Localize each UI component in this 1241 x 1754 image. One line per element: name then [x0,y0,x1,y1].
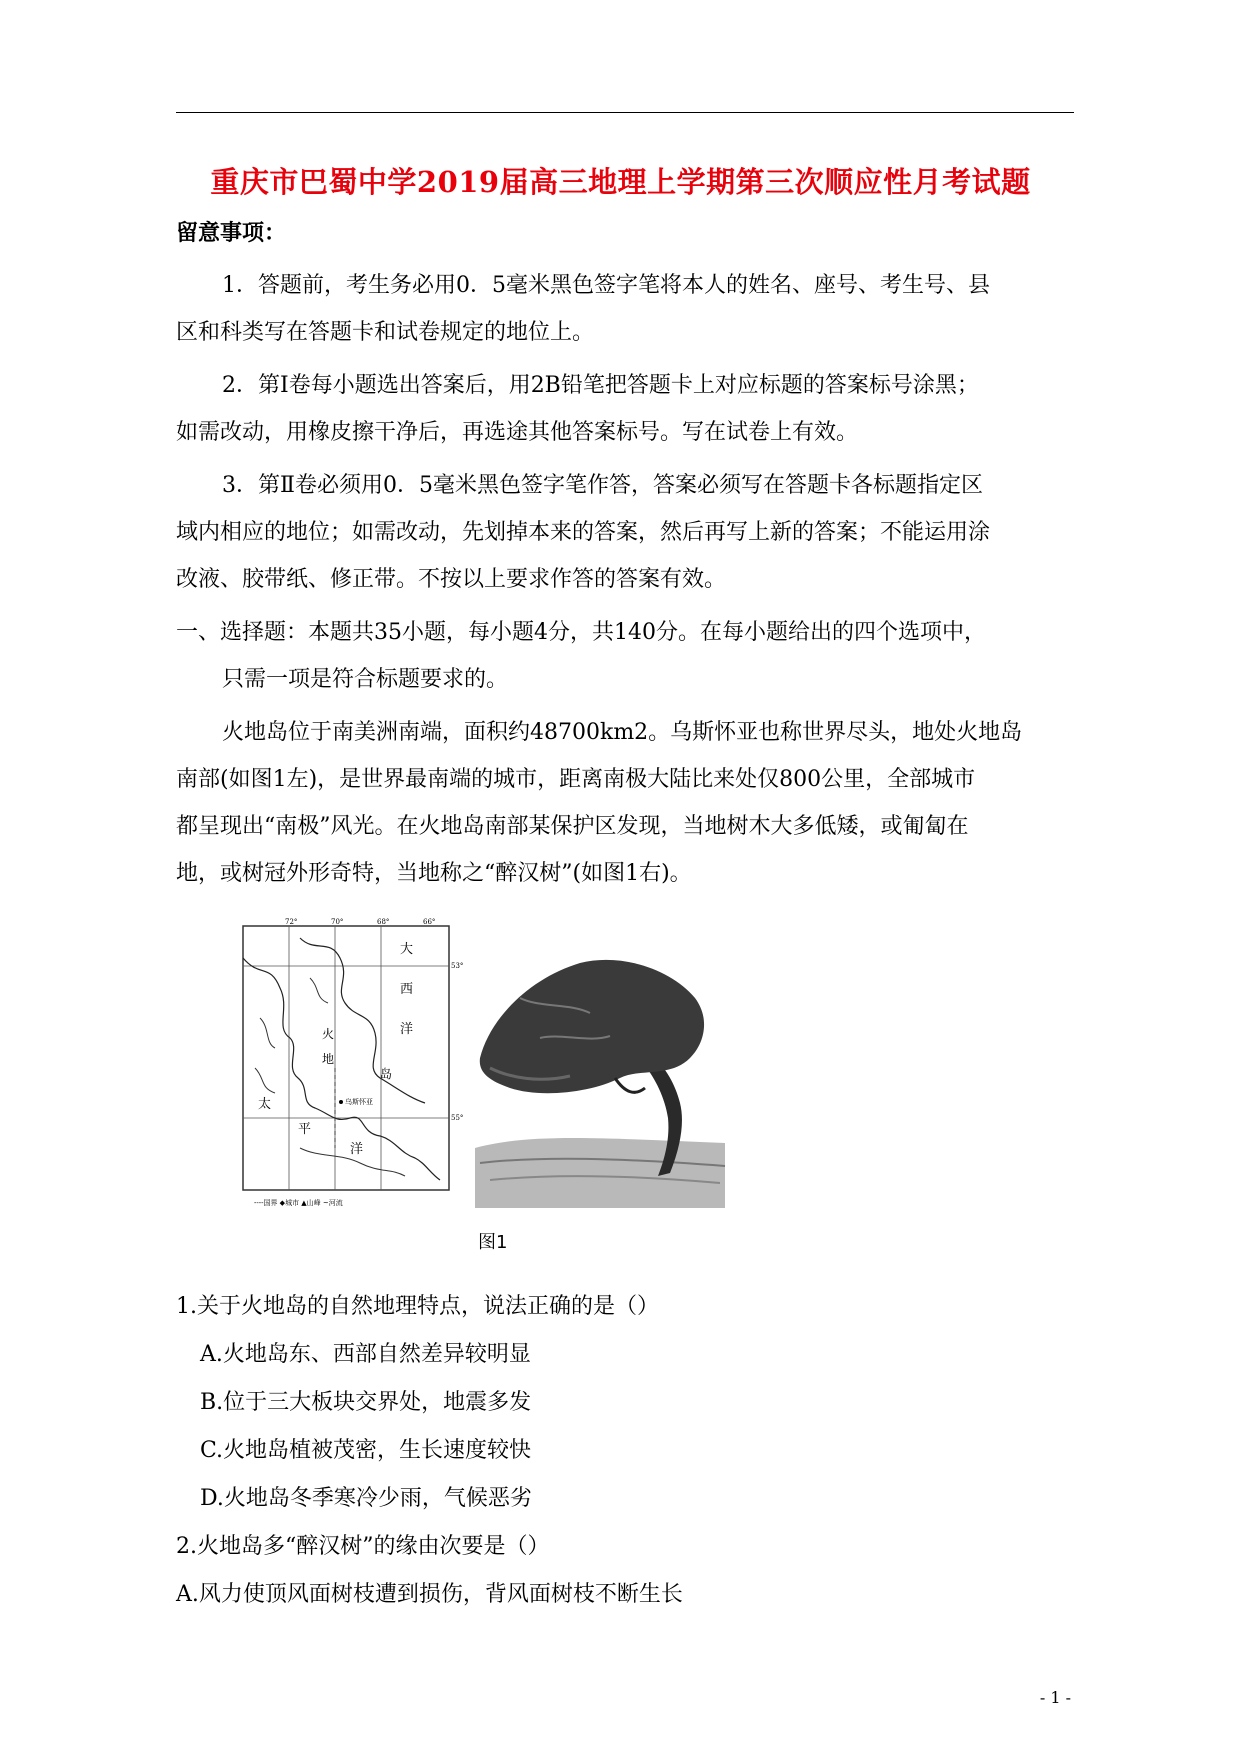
q2-option-a: A.风力使顶风面树枝遭到损伤，背风面树枝不断生长 [176,1582,683,1607]
map-atlantic-char: 西 [400,982,414,997]
page-title: 重庆市巴蜀中学2019届高三地理上学期第三次顺应性月考试题 [210,165,1031,199]
q1-option-d: D.火地岛冬季寒冷少雨，气候恶劣 [200,1486,532,1511]
map-island-char: 岛 [380,1067,393,1081]
passage-line-3: 都呈现出“南极”风光。在火地岛南部某保护区发现，当地树木大多低矮，或匍匐在 [176,814,969,839]
map-pacific-char: 太 [258,1097,272,1112]
map-city-label: 乌斯怀亚 [345,1098,373,1106]
map-legend: ----国界 ◆城市 ▲山峰 ~河流 [254,1199,343,1207]
city-marker-icon [339,1100,343,1104]
figure-1-caption: 图1 [478,1232,508,1253]
passage-line-2: 南部(如图1左)，是世界最南端的城市，距离南极大陆比来处仅800公里，全部城市 [176,767,976,792]
note-3-line-1: 3．第Ⅱ卷必须用0．5毫米黑色签字笔作答，答案必须写在答题卡各标题指定区 [222,473,983,498]
map-pacific-char: 平 [298,1122,312,1137]
note-1-line-1: 1．答题前，考生务必用0．5毫米黑色签字笔将本人的姓名、座号、考生号、县 [222,273,990,298]
section-1-line-1: 一、选择题：本题共35小题，每小题4分，共140分。在每小题给出的四个选项中， [176,620,986,645]
q1-option-b: B.位于三大板块交界处，地震多发 [200,1390,532,1415]
note-2-line-2: 如需改动，用橡皮擦干净后，再选途其他答案标号。写在试卷上有效。 [176,420,859,445]
header-rule [176,112,1074,113]
map-atlantic-char: 洋 [400,1022,414,1037]
map-lon-label: 68° [377,918,390,926]
q1-option-c: C.火地岛植被茂密，生长速度较快 [200,1438,532,1463]
map-lon-label: 72° [285,918,298,926]
note-3-line-3: 改液、胶带纸、修正带。不按以上要求作答的答案有效。 [176,567,727,592]
map-lat-label: 55° [451,1114,464,1122]
map-lon-label: 70° [331,918,344,926]
passage-line-4: 地，或树冠外形奇特，当地称之“醉汉树”(如图1右)。 [176,861,692,886]
q2-stem: 2.火地岛多“醉汉树”的缘由次要是（） [176,1534,550,1559]
note-3-line-2: 域内相应的地位；如需改动，先划掉本来的答案，然后再写上新的答案；不能运用涂 [176,520,991,545]
figure-1-graphic [240,918,730,1218]
section-1-line-2: 只需一项是符合标题要求的。 [222,667,509,692]
note-2-line-1: 2．第Ⅰ卷每小题选出答案后，用2B铅笔把答题卡上对应标题的答案标号涂黑； [222,373,979,398]
map-island-char: 地 [322,1052,335,1066]
note-1-line-2: 区和科类写在答题卡和试卷规定的地位上。 [176,320,595,345]
map-lat-label: 53° [451,962,464,970]
map-fire-island [243,918,463,1207]
notes-heading: 留意事项： [176,220,287,246]
drunken-tree-image [470,928,725,1208]
figure-1 [240,918,730,1218]
map-lon-label: 66° [423,918,436,926]
passage-line-1: 火地岛位于南美洲南端，面积约48700km2。乌斯怀亚也称世界尽头，地处火地岛 [222,720,1023,745]
map-island-char: 火 [322,1027,335,1041]
map-pacific-char: 洋 [350,1142,364,1157]
page-number: - 1 - [1039,1688,1071,1707]
map-atlantic-char: 大 [400,942,414,957]
q1-stem: 1.关于火地岛的自然地理特点，说法正确的是（） [176,1294,659,1319]
q1-option-a: A.火地岛东、西部自然差异较明显 [200,1342,531,1367]
